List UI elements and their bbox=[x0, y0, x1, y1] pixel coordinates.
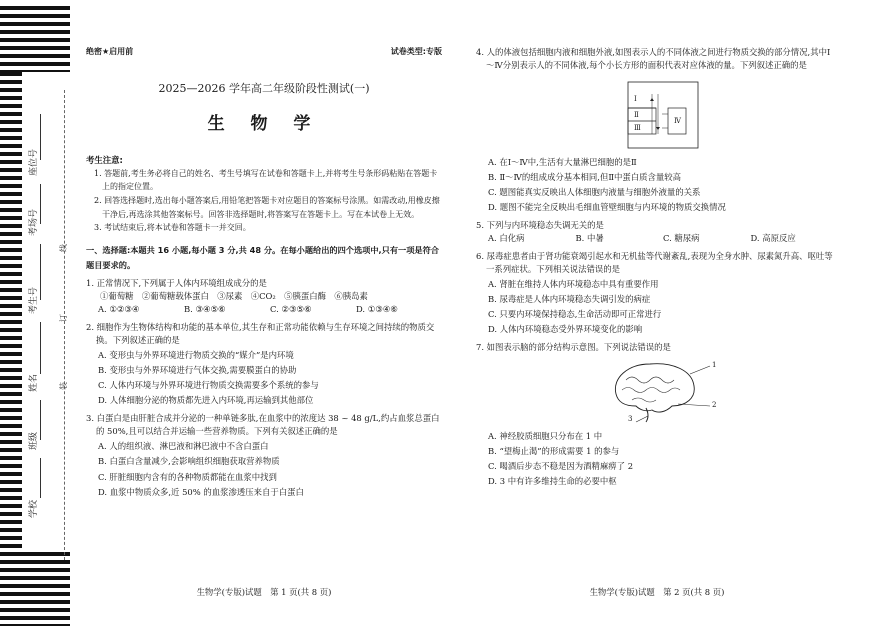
question-1-stem: 1. 正常情况下,下列属于人体内环境组成成分的是 bbox=[86, 278, 267, 289]
name-label: 姓名 bbox=[29, 373, 39, 392]
brain-diagram bbox=[606, 360, 726, 424]
option-a[interactable]: A. 人的组织液、淋巴液和淋巴液中不含白蛋白 bbox=[98, 441, 269, 452]
field-line bbox=[40, 400, 41, 440]
option-a[interactable]: A. 白化病 bbox=[488, 233, 525, 244]
option-d[interactable]: D. ①③④⑥ bbox=[356, 304, 398, 315]
binding-mark-order: 订 bbox=[59, 314, 68, 322]
option-b[interactable]: B. “望梅止渴”的形成需要 1 的参与 bbox=[488, 446, 620, 457]
school-label: 学校 bbox=[29, 499, 39, 518]
field-line bbox=[40, 184, 41, 224]
fig-label-1: 1 bbox=[712, 361, 717, 370]
note-item: 2. 回答选择题时,选出每小题答案后,用铅笔把答题卡对应题目的答案标号涂黑。如需改动,用橡皮擦干净后,再选涂其他答案标号。回答非选择题时,将答案写在答题卡上。写在本试卷上无效。 bbox=[94, 195, 440, 219]
binding-stripes-bottom bbox=[0, 552, 70, 626]
question-4-stem: 4. 人的体液包括细胞内液和细胞外液,如图表示人的不同体液之间进行物质交换的部分情况,其中Ⅰ～Ⅳ分别表示人的不同体液,每个小长方形的面积代表对应体液的量。下列叙述正确的是 bbox=[476, 47, 831, 71]
fig-label-3: 3 bbox=[628, 415, 633, 424]
secret-label: 绝密★启用前 bbox=[86, 47, 134, 56]
option-d[interactable]: D. 人体细胞分泌的物质都先进入内环境,再运输到其他部位 bbox=[98, 395, 314, 406]
candidate-number-label: 考生号 bbox=[29, 286, 39, 314]
binding-stripes-left bbox=[0, 72, 22, 552]
option-a[interactable]: A. 肾脏在维持人体内环境稳态中具有重要作用 bbox=[488, 279, 659, 290]
option-c[interactable]: C. 题图能真实反映出人体细胞内液量与细胞外液量的关系 bbox=[488, 187, 701, 198]
page-2-column bbox=[476, 42, 838, 488]
notes-title: 考生注意: bbox=[86, 154, 123, 165]
option-d[interactable]: D. 高原反应 bbox=[750, 233, 796, 244]
fig-label-iv: Ⅳ bbox=[674, 117, 681, 126]
page-footer-2: 生物学(专版)试题 第 2 页(共 8 页) bbox=[589, 587, 725, 597]
fig-label-2: 2 bbox=[712, 401, 717, 410]
option-a[interactable]: A. 神经胶质细胞只分布在 1 中 bbox=[488, 431, 603, 442]
option-c[interactable]: C. 只要内环境保持稳态,生命活动即可正常进行 bbox=[488, 309, 662, 320]
fig-label-i: Ⅰ bbox=[634, 95, 637, 104]
field-line bbox=[40, 244, 41, 300]
page-footer-1: 生物学(专版)试题 第 1 页(共 8 页) bbox=[196, 587, 332, 597]
option-c[interactable]: C. 人体内环境与外界环境进行物质交换需要多个系统的参与 bbox=[98, 380, 319, 391]
option-b[interactable]: B. Ⅱ～Ⅳ的组成成分基本相同,但Ⅱ中蛋白质含量较高 bbox=[488, 172, 682, 183]
option-d[interactable]: D. 3 中有许多维持生命的必要中枢 bbox=[488, 476, 617, 487]
option-a[interactable]: A. 在Ⅰ～Ⅳ中,生活有大量淋巴细胞的是Ⅱ bbox=[488, 157, 637, 168]
question-5-stem: 5. 下列与内环境稳态失调无关的是 bbox=[476, 220, 604, 231]
question-6-stem: 6. 尿毒症患者由于肾功能衰竭引起水和无机盐等代谢紊乱,表现为全身水肿、尿素氮升高、呕吐等一系列症状。下列相关说法错误的是 bbox=[476, 251, 833, 275]
binding-cut-line bbox=[64, 90, 65, 560]
option-b[interactable]: B. 白蛋白含量减少,会影响组织细胞获取营养物质 bbox=[98, 456, 280, 467]
section-heading: 一、选择题:本题共 16 小题,每小题 3 分,共 48 分。在每小题给出的四个选项中,只有一项是符合题目要求的。 bbox=[86, 244, 439, 270]
fig-label-iii: Ⅲ bbox=[634, 124, 641, 133]
question-7-stem: 7. 如图表示脑的部分结构示意图。下列说法错误的是 bbox=[476, 342, 671, 353]
option-c[interactable]: C. 糖尿病 bbox=[663, 233, 700, 244]
subject-title: 生 物 学 bbox=[207, 114, 321, 135]
option-d[interactable]: D. 人体内环境稳态受外界环境变化的影响 bbox=[488, 324, 643, 335]
note-item: 1. 答题前,考生务必将自己的姓名、考生号填写在试卷和答题卡上,并将考生号条形码粘贴在答题卡上的指定位置。 bbox=[94, 168, 438, 192]
option-d[interactable]: D. 血浆中物质众多,近 50% 的血浆渗透压来自于白蛋白 bbox=[98, 486, 304, 497]
field-line bbox=[40, 322, 41, 374]
option-b[interactable]: B. 中暑 bbox=[575, 233, 604, 244]
question-1-options bbox=[86, 303, 442, 316]
note-item: 3. 考试结束后,将本试卷和答题卡一并交回。 bbox=[94, 223, 251, 233]
exam-title: 2025—2026 学年高二年级阶段性测试(一) bbox=[158, 82, 370, 96]
question-2-stem: 2. 细胞作为生物体结构和功能的基本单位,其生存和正常功能依赖与生存环境之间持续的物质交换。下列叙述正确的是 bbox=[86, 322, 435, 346]
binding-mark-line: 线 bbox=[59, 244, 68, 252]
fig-label-ii: Ⅱ bbox=[634, 111, 639, 120]
option-c[interactable]: C. 喝酒后步态不稳是因为酒精麻痹了 2 bbox=[488, 461, 634, 472]
option-d[interactable]: D. 题图不能完全反映出毛细血管壁细胞与内环境的物质交换情况 bbox=[488, 202, 726, 213]
class-label: 班级 bbox=[29, 431, 39, 450]
binding-mark-install: 装 bbox=[59, 382, 68, 390]
question-1-items: ①葡萄糖 ②葡萄糖载体蛋白 ③尿素 ④CO₂ ⑤胰蛋白酶 ⑥胰岛素 bbox=[100, 291, 368, 302]
field-line bbox=[40, 114, 41, 160]
exam-room-label: 考场号 bbox=[29, 208, 39, 236]
option-b[interactable]: B. 尿毒症是人体内环境稳态失调引发的病症 bbox=[488, 294, 651, 305]
option-c[interactable]: C. ②③⑤⑥ bbox=[270, 304, 312, 315]
body-fluid-diagram bbox=[626, 80, 706, 150]
page-1-column bbox=[86, 42, 442, 499]
field-line bbox=[40, 458, 41, 498]
option-a[interactable]: A. 变形虫与外界环境进行物质交换的“媒介”是内环境 bbox=[98, 350, 294, 361]
option-b[interactable]: B. 变形虫与外界环境进行气体交换,需要膜蛋白的协助 bbox=[98, 365, 297, 376]
page-header bbox=[86, 46, 442, 58]
option-c[interactable]: C. 肝脏细胞内含有的各种物质都能在血浆中找到 bbox=[98, 471, 277, 482]
question-5-options bbox=[476, 232, 838, 245]
binding-stripes-top bbox=[0, 6, 70, 72]
brain-diagram-svg bbox=[606, 360, 726, 424]
option-b[interactable]: B. ③④⑤⑥ bbox=[184, 304, 226, 315]
option-a[interactable]: A. ①②③④ bbox=[98, 304, 140, 315]
paper-type-label: 试卷类型:专版 bbox=[390, 47, 442, 56]
seat-number-label: 座位号 bbox=[29, 148, 39, 176]
question-3-stem: 3. 白蛋白是由肝脏合成并分泌的一种单链多肽,在血浆中的浓度达 38 ~ 48 g/L,约占血浆总蛋白的 50%,且可以结合并运输一些营养物质。下列有关叙述正确的是 bbox=[86, 413, 440, 437]
